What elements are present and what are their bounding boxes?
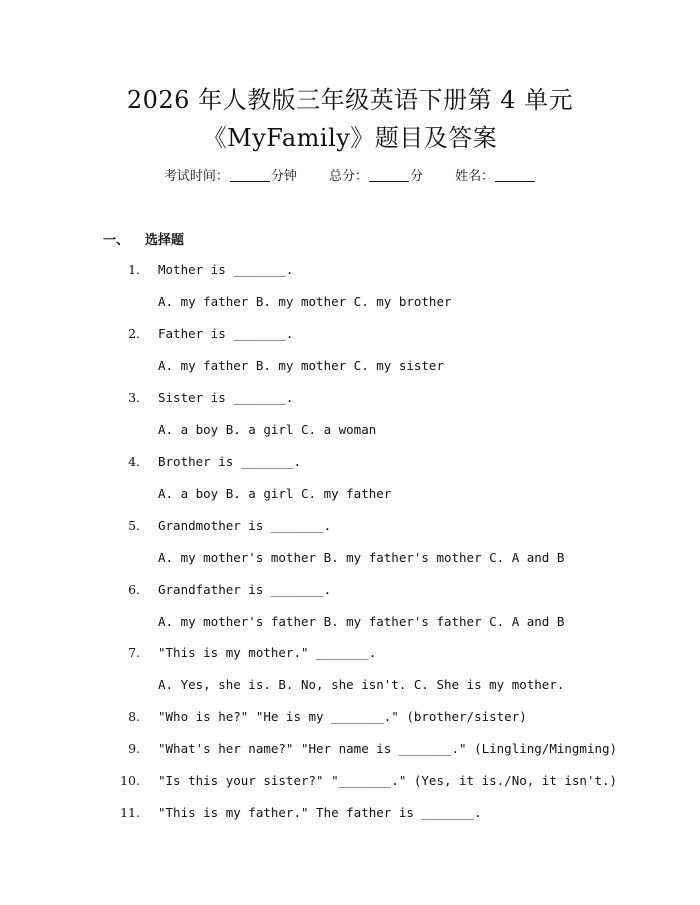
exam-time-unit: 分钟 <box>270 169 297 184</box>
question-text: Grandfather is _______. <box>158 582 332 597</box>
question-options: A. my father B. my mother C. my sister <box>158 358 444 373</box>
question-options: A. my mother's father B. my father's father C. A and B <box>158 614 565 629</box>
question-text: Sister is _______. <box>158 390 294 405</box>
total-score <box>329 167 423 187</box>
document-title-line-1: 2026 年人教版三年级英语下册第 4 单元 <box>126 86 574 114</box>
student-name-label: 姓名： <box>455 169 495 184</box>
question-text: Father is _______. <box>158 326 294 341</box>
question-number: 7. <box>128 645 140 660</box>
question-text: Grandmother is _______. <box>158 518 332 533</box>
student-name <box>455 167 536 187</box>
question-number: 6. <box>128 582 140 597</box>
exam-time-blank <box>230 167 270 182</box>
section-title: 选择题 <box>145 233 185 248</box>
question-number: 1. <box>128 262 140 277</box>
question-text: "What's her name?" "Her name is _______." (Lingling/Mingming) <box>158 741 618 756</box>
question-options: A. a boy B. a girl C. a woman <box>158 422 377 437</box>
question-number: 8. <box>128 709 140 724</box>
question-options: A. Yes, she is. B. No, she isn't. C. She is my mother. <box>158 677 565 692</box>
question-options: A. a boy B. a girl C. my father <box>158 486 392 501</box>
section-number: 一、 <box>103 233 130 248</box>
exam-info <box>0 167 700 187</box>
question-text: "Is this your sister?" "_______." (Yes, it is./No, it isn't.) <box>158 773 618 788</box>
section-heading <box>103 231 184 251</box>
question-text: Brother is _______. <box>158 454 301 469</box>
total-score-blank <box>369 167 409 182</box>
total-score-label: 总分： <box>328 169 368 184</box>
question-number: 2. <box>128 326 140 341</box>
question-number: 10. <box>120 773 140 788</box>
question-text: "This is my mother." _______. <box>158 645 377 660</box>
question-number: 9. <box>128 741 140 756</box>
question-options: A. my mother's mother B. my father's mother C. A and B <box>158 550 565 565</box>
student-name-blank <box>495 167 535 182</box>
exam-time <box>164 167 297 187</box>
document-title-line-2: 《MyFamily》题目及答案 <box>202 124 498 152</box>
question-text: Mother is _______. <box>158 262 294 277</box>
question-text: "This is my father." The father is _______. <box>158 805 482 820</box>
question-text: "Who is he?" "He is my _______." (brother/sister) <box>158 709 527 724</box>
exam-time-label: 考试时间： <box>163 169 229 184</box>
question-options: A. my father B. my mother C. my brother <box>158 294 452 309</box>
question-number: 4. <box>128 454 140 469</box>
question-number: 11. <box>120 805 140 820</box>
question-number: 3. <box>128 390 140 405</box>
question-number: 5. <box>128 518 140 533</box>
total-score-unit: 分 <box>410 169 424 184</box>
